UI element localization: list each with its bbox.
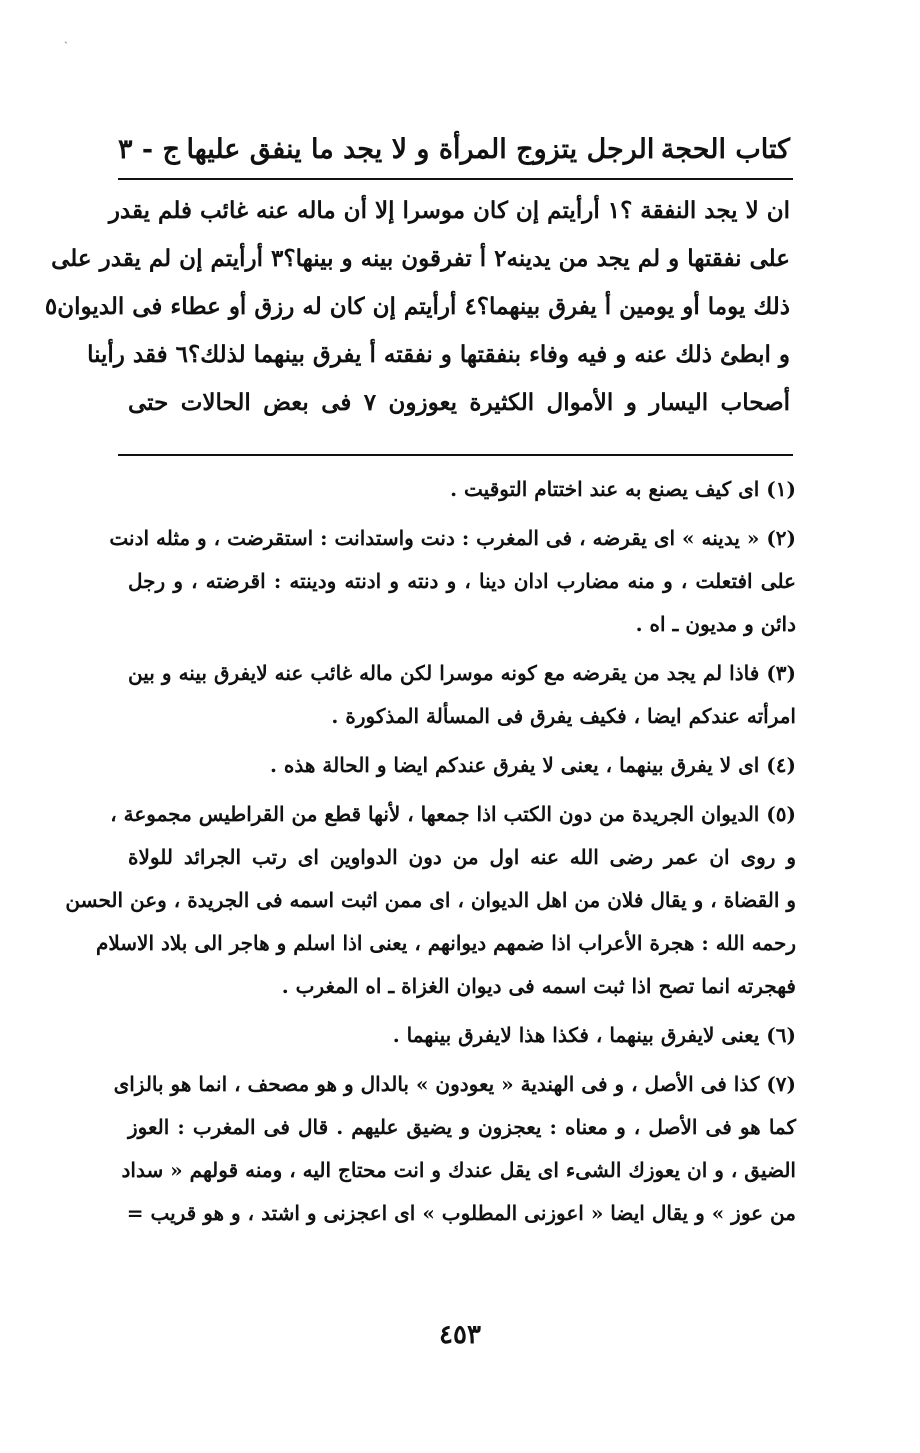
footnote-line: (٧) كذا فى الأصل ، و فى الهندية « يعودون » بالدال و هو مصحف ، انما هو بالزاى	[113, 1072, 796, 1096]
running-header	[118, 124, 790, 174]
footnote-4	[128, 744, 796, 787]
main-text-line: و ابطئ ذلك عنه و فيه وفاء بنفقتها و نفقته أ يفرق بينهما لذلك؟٦ فقد رأينا	[87, 341, 790, 368]
footnote-1	[128, 468, 796, 511]
footnote-line: رحمه الله : هجرة الأعراب اذا ضمهم ديوانهم ، يعنى اذا اسلم و هاجر الى بلاد الاسلام	[95, 931, 796, 955]
volume-number: ج - ٣	[118, 133, 180, 165]
footnote-2	[109, 517, 796, 646]
main-text-block	[44, 187, 790, 427]
footnote-5	[65, 793, 796, 1008]
footnote-line: (٦) يعنى لايفرق بينهما ، فكذا هذا لايفرق بينهما .	[392, 1023, 796, 1047]
footnote-line: فهجرته انما تصح اذا ثبت اسمه فى ديوان الغزاة ـ اه المغرب .	[281, 974, 796, 998]
footnote-line: (١) اى كيف يصنع به عند اختتام التوقيت .	[450, 477, 796, 501]
main-text-line: أصحاب اليسار و الأموال الكثيرة يعوزون ٧ فى بعض الحالات حتى	[128, 389, 790, 416]
footnote-divider	[118, 454, 793, 456]
book-title: كتاب الحجة	[660, 133, 790, 165]
main-text-line: على نفقتها و لم يجد من يدينه٢ أ تفرقون بينه و بينها؟٣ أرأيتم إن لم يقدر على	[51, 245, 790, 272]
footnote-7	[113, 1063, 796, 1235]
footnote-line: (٣) فاذا لم يجد من يقرضه مع كونه موسرا لكن ماله غائب عنه لايفرق بينه و بين	[128, 661, 796, 685]
footnote-line: امرأته عندكم ايضا ، فكيف يفرق فى المسألة المذكورة .	[331, 704, 796, 728]
footnote-line: دائن و مديون ـ اه .	[635, 612, 796, 636]
footnote-line: (٥) الديوان الجريدة من دون الكتب اذا جمعها ، لأنها قطع من القراطيس مجموعة ،	[110, 802, 796, 826]
footnote-line: (٢) « يدينه » اى يقرضه ، فى المغرب : دنت واستدانت : استقرضت ، و مثله ادنت	[109, 526, 796, 550]
chapter-title: الرجل يتزوج المرأة و لا يجد ما ينفق عليها	[186, 133, 655, 165]
footnote-line: على افتعلت ، و منه مضارب ادان دينا ، و دنته و ادنته ودينته : اقرضته ، و رجل	[128, 569, 796, 593]
footnote-line: من عوز » و يقال ايضا « اعوزنى المطلوب » اى اعجزنى و اشتد ، و هو قريب =	[126, 1201, 796, 1225]
footnote-line: و القضاة ، و يقال فلان من اهل الديوان ، اى ممن اثبت اسمه فى الجريدة ، وعن الحسن	[65, 888, 796, 912]
footnote-line: كما هو فى الأصل ، و معناه : يعجزون و يضيق عليهم . قال فى المغرب : العوز	[128, 1115, 796, 1139]
footnote-6	[128, 1014, 796, 1057]
footnote-line: و روى ان عمر رضى الله عنه اول من دون الدواوين اى رتب الجرائد للولاة	[128, 845, 796, 869]
main-text-line: ذلك يوما أو يومين أ يفرق بينهما؟٤ أرأيتم إن كان له رزق أو عطاء فى الديوان٥	[44, 293, 790, 320]
header-divider	[118, 178, 793, 180]
scan-speck: ˎ	[64, 30, 68, 44]
footnote-line: الضيق ، و ان يعوزك الشىء اى يقل عندك و انت محتاج اليه ، ومنه قولهم « سداد	[121, 1158, 796, 1182]
footnote-line: (٤) اى لا يفرق بينهما ، يعنى لا يفرق عندكم ايضا و الحالة هذه .	[269, 753, 796, 777]
footnote-3	[128, 652, 796, 738]
main-text-line: ان لا يجد النفقة ؟١ أرأيتم إن كان موسرا إلا أن ماله عنه غائب فلم يقدر	[108, 197, 790, 224]
footnotes-block	[65, 468, 796, 1241]
page-number: ٤٥٣	[439, 1320, 481, 1350]
